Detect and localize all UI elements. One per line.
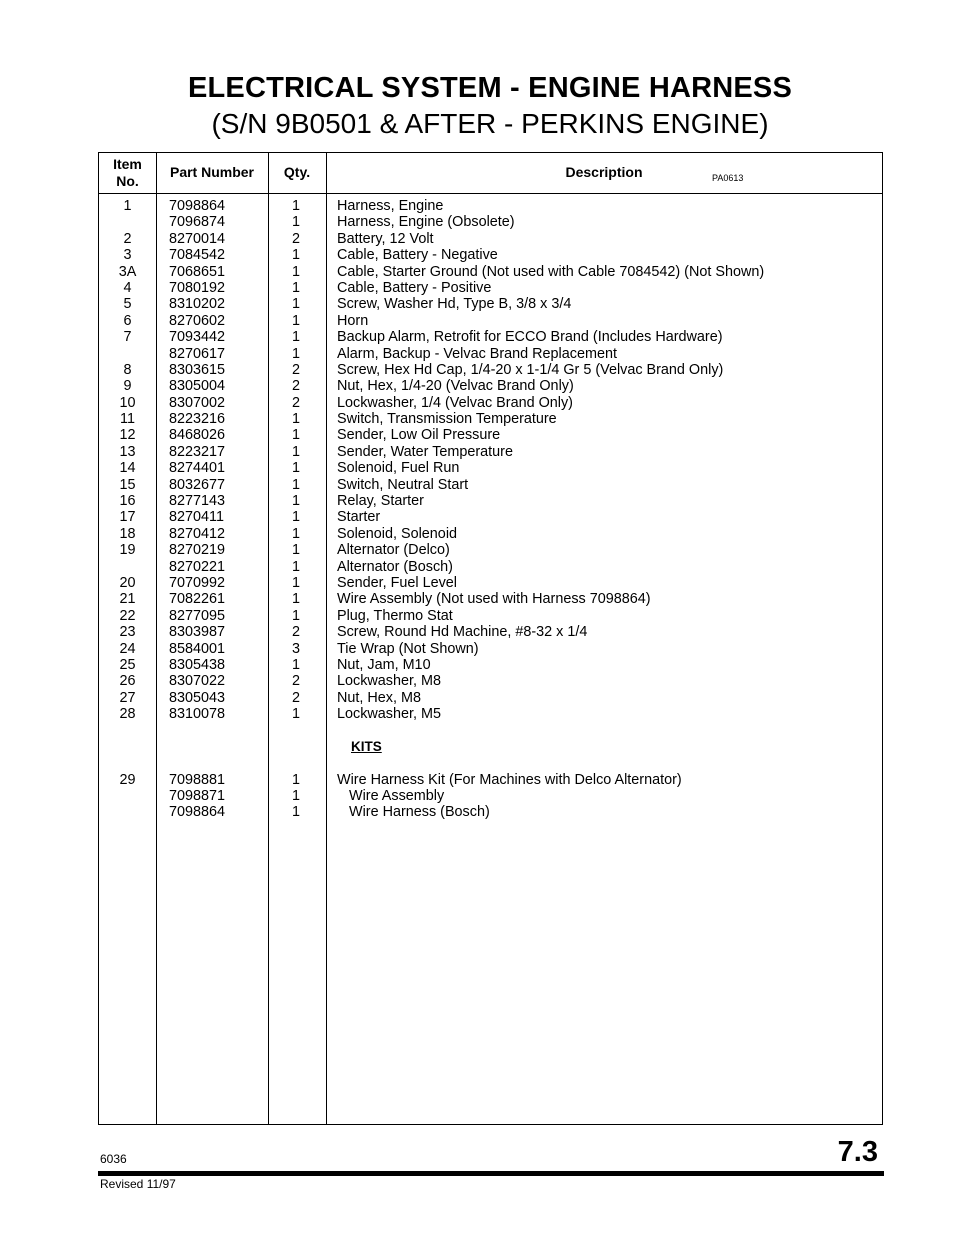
- item-number: 6: [123, 312, 132, 329]
- kits-heading-row: [99, 739, 882, 755]
- table-row: [99, 313, 882, 329]
- quantity: 1: [291, 493, 300, 510]
- table-row: [99, 346, 882, 362]
- reference-code: PA0613: [712, 173, 744, 183]
- table-row: [99, 296, 882, 312]
- part-number: 8270219: [169, 542, 226, 559]
- part-number: 8223216: [169, 411, 226, 428]
- item-number: 20: [119, 574, 136, 591]
- header-divider: [99, 193, 882, 194]
- description: Switch, Transmission Temperature: [337, 411, 557, 428]
- spacer-row: [99, 723, 882, 739]
- part-number: 7068651: [169, 263, 226, 280]
- quantity: 1: [291, 411, 300, 428]
- quantity: 2: [291, 361, 300, 378]
- table-row: [99, 460, 882, 476]
- quantity: 1: [291, 460, 300, 477]
- table-row: [99, 575, 882, 591]
- part-number: 8270412: [169, 525, 226, 542]
- table-row: [99, 231, 882, 247]
- quantity: 1: [291, 574, 300, 591]
- revision-date: Revised 11/97: [100, 1177, 176, 1191]
- footer-code: 6036: [100, 1152, 127, 1166]
- table-row: [99, 329, 882, 345]
- item-number: 14: [119, 460, 136, 477]
- quantity: 1: [291, 443, 300, 460]
- part-number: 7096874: [169, 214, 226, 231]
- part-number: 7098864: [169, 804, 226, 821]
- description: Sender, Water Temperature: [337, 443, 513, 460]
- description: Switch, Neutral Start: [337, 476, 469, 493]
- description: Wire Harness Kit (For Machines with Delco Alternator): [337, 771, 682, 788]
- quantity: 1: [291, 247, 300, 264]
- item-number: 3A: [118, 263, 137, 280]
- table-row: [99, 395, 882, 411]
- quantity: 1: [291, 607, 300, 624]
- table-row: [99, 411, 882, 427]
- table-row: [99, 542, 882, 558]
- quantity: 2: [291, 230, 300, 247]
- part-number: 8303987: [169, 624, 226, 641]
- quantity: 1: [291, 476, 300, 493]
- item-number: 19: [119, 542, 136, 559]
- description: Sender, Fuel Level: [337, 574, 458, 591]
- description: Plug, Thermo Stat: [337, 607, 453, 624]
- part-number: 8307002: [169, 394, 226, 411]
- quantity: 1: [291, 656, 300, 673]
- item-number: 28: [119, 706, 136, 723]
- table-row: [99, 657, 882, 673]
- description: Wire Assembly (Not used with Harness 7098864): [337, 591, 651, 608]
- quantity: 1: [291, 263, 300, 280]
- item-number: 10: [119, 394, 136, 411]
- description: Nut, Jam, M10: [337, 656, 431, 673]
- part-number: 8305043: [169, 689, 226, 706]
- table-row: [99, 493, 882, 509]
- description: Tie Wrap (Not Shown): [337, 640, 479, 657]
- page-number: 7.3: [837, 1136, 878, 1168]
- quantity: 2: [291, 673, 300, 690]
- part-number: 8310202: [169, 296, 226, 313]
- table-body: [99, 198, 882, 821]
- description: Cable, Battery - Negative: [337, 247, 498, 264]
- description: Screw, Washer Hd, Type B, 3/8 x 3/4: [337, 296, 572, 313]
- table-row: [99, 427, 882, 443]
- item-number: 18: [119, 525, 136, 542]
- item-number: 4: [123, 279, 132, 296]
- item-number: 24: [119, 640, 136, 657]
- part-number: 7082261: [169, 591, 226, 608]
- quantity: 1: [291, 542, 300, 559]
- table-row: [99, 641, 882, 657]
- part-number: 8584001: [169, 640, 226, 657]
- description: Battery, 12 Volt: [337, 230, 434, 247]
- quantity: 3: [291, 640, 300, 657]
- table-row: [99, 362, 882, 378]
- item-number: 2: [123, 230, 132, 247]
- quantity: 1: [291, 706, 300, 723]
- item-number: 23: [119, 624, 136, 641]
- part-number: 8305438: [169, 656, 226, 673]
- quantity: 2: [291, 689, 300, 706]
- description: Lockwasher, 1/4 (Velvac Brand Only): [337, 394, 573, 411]
- description: Screw, Round Hd Machine, #8-32 x 1/4: [337, 624, 588, 641]
- item-number: 25: [119, 656, 136, 673]
- item-number: 26: [119, 673, 136, 690]
- table-row: [99, 673, 882, 689]
- part-number: 8270617: [169, 345, 226, 362]
- item-number: 15: [119, 476, 136, 493]
- header-part-number: Part Number: [169, 164, 255, 180]
- table-row: [99, 706, 882, 722]
- table-row: [99, 198, 882, 214]
- part-number: 8270014: [169, 230, 226, 247]
- quantity: 2: [291, 394, 300, 411]
- quantity: 1: [291, 198, 300, 214]
- quantity: 1: [291, 804, 300, 821]
- part-number: 7070992: [169, 574, 226, 591]
- description: Sender, Low Oil Pressure: [337, 427, 501, 444]
- table-row: [99, 264, 882, 280]
- description: Alternator (Delco): [337, 542, 450, 559]
- header-qty: Qty.: [283, 164, 311, 180]
- table-row: [99, 378, 882, 394]
- table-row: [99, 444, 882, 460]
- item-number: 7: [123, 329, 132, 346]
- description: Lockwasher, M8: [337, 673, 441, 690]
- quantity: 1: [291, 279, 300, 296]
- table-row: [99, 280, 882, 296]
- description: Nut, Hex, 1/4-20 (Velvac Brand Only): [337, 378, 574, 395]
- item-number: 29: [119, 771, 136, 788]
- description: Harness, Engine: [337, 198, 444, 214]
- item-number: 16: [119, 493, 136, 510]
- part-number: 8277095: [169, 607, 226, 624]
- kits-heading: KITS: [351, 738, 382, 754]
- description: Lockwasher, M5: [337, 706, 441, 723]
- item-number: 21: [119, 591, 136, 608]
- table-row: [99, 804, 882, 820]
- part-number: 8310078: [169, 706, 226, 723]
- description: Cable, Battery - Positive: [337, 279, 492, 296]
- table-row: [99, 690, 882, 706]
- table-row: [99, 247, 882, 263]
- quantity: 1: [291, 427, 300, 444]
- part-number: 7098871: [169, 788, 226, 805]
- page-title: ELECTRICAL SYSTEM - ENGINE HARNESS: [187, 72, 793, 104]
- table-row: [99, 526, 882, 542]
- part-number: 8270602: [169, 312, 226, 329]
- description: Horn: [337, 312, 369, 329]
- quantity: 1: [291, 771, 300, 788]
- part-number: 8305004: [169, 378, 226, 395]
- part-number: 8223217: [169, 443, 226, 460]
- description: Solenoid, Fuel Run: [337, 460, 460, 477]
- description: Cable, Starter Ground (Not used with Cable 7084542) (Not Shown): [337, 263, 765, 280]
- quantity: 1: [291, 525, 300, 542]
- description: Alternator (Bosch): [337, 558, 453, 575]
- item-number: 22: [119, 607, 136, 624]
- table-row: [99, 624, 882, 640]
- footer-rule: [98, 1171, 884, 1176]
- description: Wire Assembly: [349, 788, 445, 805]
- description: Nut, Hex, M8: [337, 689, 421, 706]
- quantity: 1: [291, 591, 300, 608]
- item-number: 17: [119, 509, 136, 526]
- description: Alarm, Backup - Velvac Brand Replacement: [337, 345, 617, 362]
- item-number: 1: [123, 198, 132, 214]
- item-number: 9: [123, 378, 132, 395]
- quantity: 1: [291, 312, 300, 329]
- part-number: 8270221: [169, 558, 226, 575]
- table-row: [99, 608, 882, 624]
- part-number: 8274401: [169, 460, 226, 477]
- table-row: [99, 509, 882, 525]
- header-description: Description: [565, 164, 643, 180]
- part-number: 8468026: [169, 427, 226, 444]
- page-subtitle: (S/N 9B0501 & AFTER - PERKINS ENGINE): [211, 108, 769, 139]
- description: Backup Alarm, Retrofit for ECCO Brand (Includes Hardware): [337, 329, 723, 346]
- table-row: [99, 214, 882, 230]
- header-item-no: Item No.: [113, 156, 142, 189]
- description: Screw, Hex Hd Cap, 1/4-20 x 1-1/4 Gr 5 (Velvac Brand Only): [337, 361, 724, 378]
- part-number: 8277143: [169, 493, 226, 510]
- description: Harness, Engine (Obsolete): [337, 214, 515, 231]
- part-number: 7084542: [169, 247, 226, 264]
- item-number: 8: [123, 361, 132, 378]
- description: Relay, Starter: [337, 493, 424, 510]
- part-number: 8303615: [169, 361, 226, 378]
- part-number: 7098864: [169, 198, 226, 214]
- item-number: 3: [123, 247, 132, 264]
- quantity: 1: [291, 345, 300, 362]
- table-row: [99, 477, 882, 493]
- quantity: 1: [291, 296, 300, 313]
- item-number: 11: [120, 411, 135, 428]
- part-number: 8032677: [169, 476, 226, 493]
- item-number: 13: [119, 443, 136, 460]
- quantity: 2: [291, 624, 300, 641]
- description: Starter: [337, 509, 381, 526]
- item-number: 5: [123, 296, 132, 313]
- table-row: [99, 788, 882, 804]
- table-row: [99, 772, 882, 788]
- quantity: 1: [291, 329, 300, 346]
- part-number: 7093442: [169, 329, 226, 346]
- quantity: 1: [291, 788, 300, 805]
- part-number: 7098881: [169, 771, 226, 788]
- part-number: 7080192: [169, 279, 226, 296]
- quantity: 1: [291, 214, 300, 231]
- item-number: 27: [119, 689, 136, 706]
- item-number: 12: [119, 427, 136, 444]
- parts-table: [98, 152, 883, 1125]
- table-row: [99, 591, 882, 607]
- table-row: [99, 559, 882, 575]
- part-number: 8270411: [169, 509, 224, 526]
- quantity: 1: [291, 509, 300, 526]
- quantity: 1: [291, 558, 300, 575]
- quantity: 2: [291, 378, 300, 395]
- part-number: 8307022: [169, 673, 226, 690]
- description: Solenoid, Solenoid: [337, 525, 458, 542]
- description: Wire Harness (Bosch): [349, 804, 490, 821]
- spacer-row: [99, 755, 882, 771]
